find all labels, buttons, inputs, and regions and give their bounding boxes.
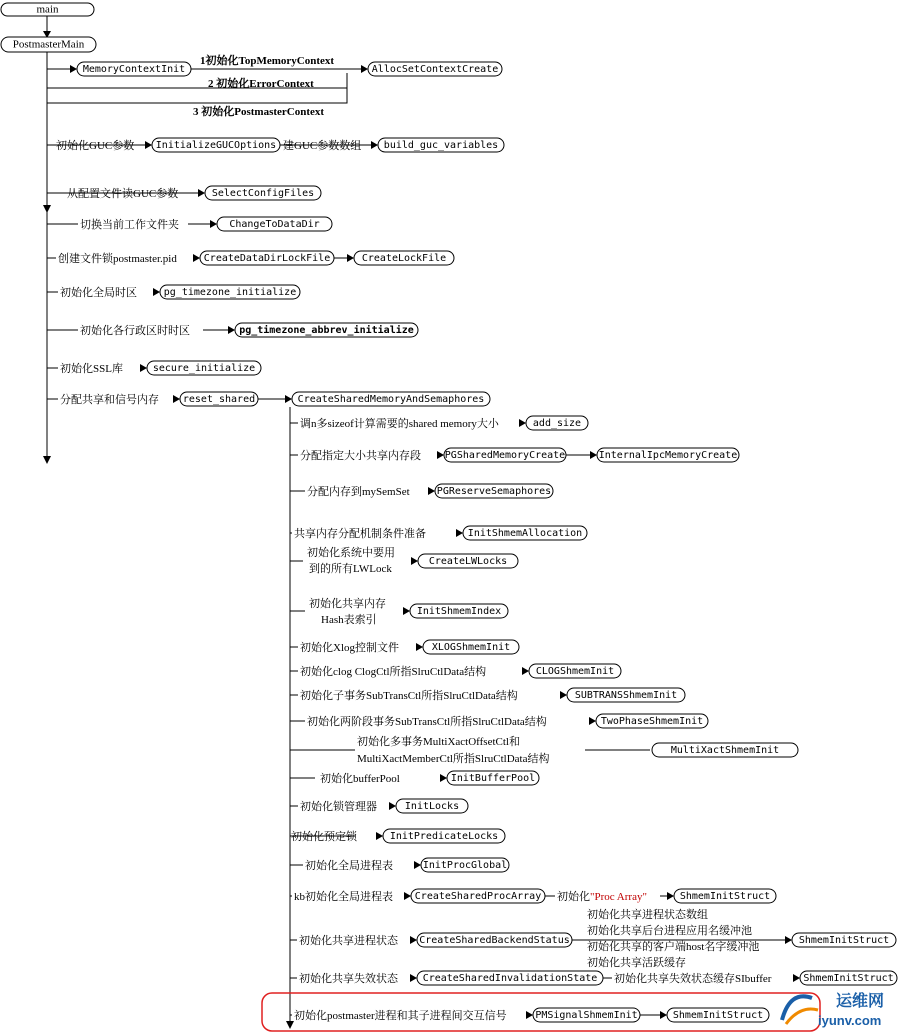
label-init-proc-array-prefix: 初始化 [557,891,590,903]
node-create-data-dir-lock-file[interactable] [200,251,334,265]
node-pg-shared-memory-create[interactable] [444,448,566,462]
label-init-subtrans: 初始化子事务SubTransCtl所指SlruCtlData结构 [300,690,518,702]
node-memory-context-init[interactable] [77,62,191,76]
label-init-clog: 初始化clog ClogCtl所指SlruCtlData结构 [300,666,487,678]
node-create-lock-file[interactable] [354,251,454,265]
node-multi-xact-shmem-init-text: MultiXactShmemInit [670,745,780,756]
node-create-shared-memory-and-semaphores[interactable] [292,392,490,406]
node-select-config-files[interactable] [205,186,321,200]
label-backend-note-1: 初始化共享进程状态数组 [587,909,708,921]
node-pg-reserve-semaphores-text: PGReserveSemaphores [436,486,552,497]
node-select-config-files-text: SelectConfigFiles [211,188,315,199]
label-calc-size: 调n多sizeof计算需要的shared memory大小 [300,418,499,430]
label-init-lock-mgr: 初始化锁管理器 [300,801,377,813]
node-init-predicate-locks[interactable] [383,829,505,843]
node-initialize-guc-options-text: InitializeGUCOptions [155,140,277,151]
label-init-multixact-1: 初始化多事务MultiXactOffsetCtl和 [357,736,520,748]
node-create-data-dir-lock-file-text: CreateDataDirLockFile [203,253,331,264]
label-create-lock: 创建文件锁postmaster.pid [58,253,177,265]
node-pg-shared-memory-create-text: PGSharedMemoryCreate [444,450,566,461]
node-subtrans-shmem-init[interactable] [567,688,685,702]
edge-labels [56,53,772,1022]
label-init-multixact-2: MultiXactMemberCtl所指SlruCtlData结构 [357,753,550,765]
label-init-predicate: 初始化预定锁 [291,831,357,843]
label-init-pm-signal: 初始化postmaster进程和其子进程间交互信号 [294,1010,507,1022]
node-init-locks-text: InitLocks [404,801,460,812]
watermark-url: iyunv.com [818,1013,882,1028]
node-add-size[interactable] [526,416,588,430]
label-switch-dir: 切换当前工作文件夹 [80,219,179,231]
node-create-shared-backend-status[interactable] [417,933,572,947]
label-alloc-sem: 分配内存到mySemSet [307,486,410,498]
node-create-shared-proc-array-text: CreateSharedProcArray [414,891,542,902]
node-shmem-init-struct-4-text: ShmemInitStruct [672,1010,764,1021]
node-create-lw-locks-text: CreateLWLocks [428,556,508,567]
node-build-guc-variables[interactable] [378,138,504,152]
node-init-buffer-pool-text: InitBufferPool [450,773,536,784]
label-init-backend-status: 初始化共享进程状态 [299,935,398,947]
label-shmem-alloc-prep: 共享内存分配机制条件准备 [294,528,426,540]
label-init-proc-array-quote: "Proc Array" [590,891,647,903]
label-init-ssl: 初始化SSL库 [60,363,123,375]
node-init-proc-global[interactable] [421,858,509,872]
label-init-lwlock-2: 到的所有LWLock [309,563,392,575]
node-initialize-guc-options[interactable] [152,138,280,152]
label-backend-note-3: 初始化共享的客户端host名字缓冲池 [587,941,760,953]
label-init-proc-array [557,889,647,903]
label-init-inval: 初始化共享失效状态 [299,973,398,985]
label-error-context: 2 初始化ErrorContext [208,78,314,90]
node-create-shared-invalidation-state[interactable] [417,971,603,985]
node-pg-reserve-semaphores[interactable] [435,484,553,498]
label-init-tz-abbrev: 初始化各行政区时时区 [80,325,190,337]
label-build-guc: 建GUC参数数组 [283,140,362,152]
label-init-shmem-hash-2: Hash表索引 [321,614,377,626]
node-build-guc-variables-text: build_guc_variables [383,140,499,151]
label-backend-note-4: 初始化共享活跃缓存 [587,957,686,969]
label-read-config: 从配置文件读GUC参数 [67,188,179,200]
node-init-shmem-index[interactable] [410,604,508,618]
node-shmem-init-struct-2[interactable] [792,933,896,947]
label-init-xlog: 初始化Xlog控制文件 [300,642,399,654]
node-pg-timezone-abbrev-initialize[interactable] [235,323,418,337]
node-create-lw-locks[interactable] [418,554,518,568]
node-postmaster-main-text: PostmasterMain [12,38,85,51]
node-clog-shmem-init[interactable] [529,664,621,678]
node-secure-initialize-text: secure_initialize [152,363,256,374]
node-internal-ipc-memory-create-text: InternalIpcMemoryCreate [598,450,738,461]
label-kb-init-proc: kb初始化全局进程表 [294,891,393,903]
node-clog-shmem-init-text: CLOGShmemInit [535,666,615,677]
node-init-predicate-locks-text: InitPredicateLocks [389,831,499,842]
node-init-shmem-allocation-text: InitShmemAllocation [467,528,583,539]
label-top-memory-context: 1初始化TopMemoryContext [200,55,335,67]
label-init-twophase: 初始化两阶段事务SubTransCtl所指SlruCtlData结构 [307,716,547,728]
label-init-lwlock-1: 初始化系统中要用 [307,547,395,559]
node-xlog-shmem-init[interactable] [423,640,519,654]
node-pm-signal-shmem-init[interactable] [533,1008,640,1022]
watermark-logo [782,991,884,1028]
node-pg-timezone-initialize-text: pg_timezone_initialize [163,287,297,298]
node-reset-shared-text: reset_shared [182,394,256,405]
node-reset-shared[interactable] [180,392,258,406]
node-pg-timezone-abbrev-initialize-text: pg_timezone_abbrev_initialize [239,325,414,336]
node-alloc-set-context-create[interactable] [368,62,502,76]
node-alloc-set-context-create-text: AllocSetContextCreate [371,64,499,75]
label-alloc-fixed-size: 分配指定大小共享内存段 [300,450,421,462]
node-create-lock-file-text: CreateLockFile [361,253,447,264]
node-two-phase-shmem-init[interactable] [596,714,708,728]
node-shmem-init-struct-4[interactable] [667,1008,769,1022]
node-create-shared-proc-array[interactable] [411,889,545,903]
node-shmem-init-struct-1[interactable] [674,889,776,903]
node-init-shmem-allocation[interactable] [463,526,587,540]
node-main-text: main [36,3,59,16]
node-pg-timezone-initialize[interactable] [160,285,300,299]
node-multi-xact-shmem-init[interactable] [652,743,798,757]
node-init-shmem-index-text: InitShmemIndex [416,606,502,617]
node-shmem-init-struct-3[interactable] [800,971,897,985]
node-init-locks[interactable] [396,799,468,813]
node-init-buffer-pool[interactable] [447,771,539,785]
node-create-shared-invalidation-state-text: CreateSharedInvalidationState [422,973,598,984]
node-shmem-init-struct-3-text: ShmemInitStruct [803,973,894,984]
node-change-to-data-dir-text: ChangeToDataDir [229,219,320,230]
node-secure-initialize[interactable] [147,361,261,375]
label-init-bufferpool: 初始化bufferPool [320,773,400,785]
connector-lines [47,16,790,1028]
node-postmaster-main[interactable] [1,37,96,52]
label-init-shmem-hash-1: 初始化共享内存 [309,598,386,610]
node-add-size-text: add_size [532,418,582,429]
node-xlog-shmem-init-text: XLOGShmemInit [431,642,511,653]
node-change-to-data-dir[interactable] [217,217,332,231]
node-subtrans-shmem-init-text: SUBTRANSShmemInit [574,690,678,701]
label-backend-note-2: 初始化共享后台进程应用名缓冲池 [587,925,752,937]
label-init-guc: 初始化GUC参数 [56,140,135,152]
label-init-timezone: 初始化全局时区 [60,287,137,299]
watermark-name: 运维网 [836,993,885,1010]
node-main[interactable] [1,3,94,16]
node-shmem-init-struct-2-text: ShmemInitStruct [798,935,890,946]
node-memory-context-init-text: MemoryContextInit [82,64,186,75]
label-init-inval-buffer: 初始化共享失效状态缓存SIbuffer [614,973,772,985]
node-shmem-init-struct-1-text: ShmemInitStruct [679,891,771,902]
node-create-shared-memory-and-semaphores-text: CreateSharedMemoryAndSemaphores [297,394,485,405]
label-init-proc-table: 初始化全局进程表 [305,860,393,872]
node-pm-signal-shmem-init-text: PMSignalShmemInit [535,1010,638,1021]
label-postmaster-context: 3 初始化PostmasterContext [193,106,325,118]
label-alloc-shared: 分配共享和信号内存 [60,394,159,406]
node-internal-ipc-memory-create[interactable] [597,448,739,462]
node-init-proc-global-text: InitProcGlobal [422,860,508,871]
watermark-swirl-icon [782,996,818,1024]
node-create-shared-backend-status-text: CreateSharedBackendStatus [419,935,570,946]
node-two-phase-shmem-init-text: TwoPhaseShmemInit [600,716,704,727]
